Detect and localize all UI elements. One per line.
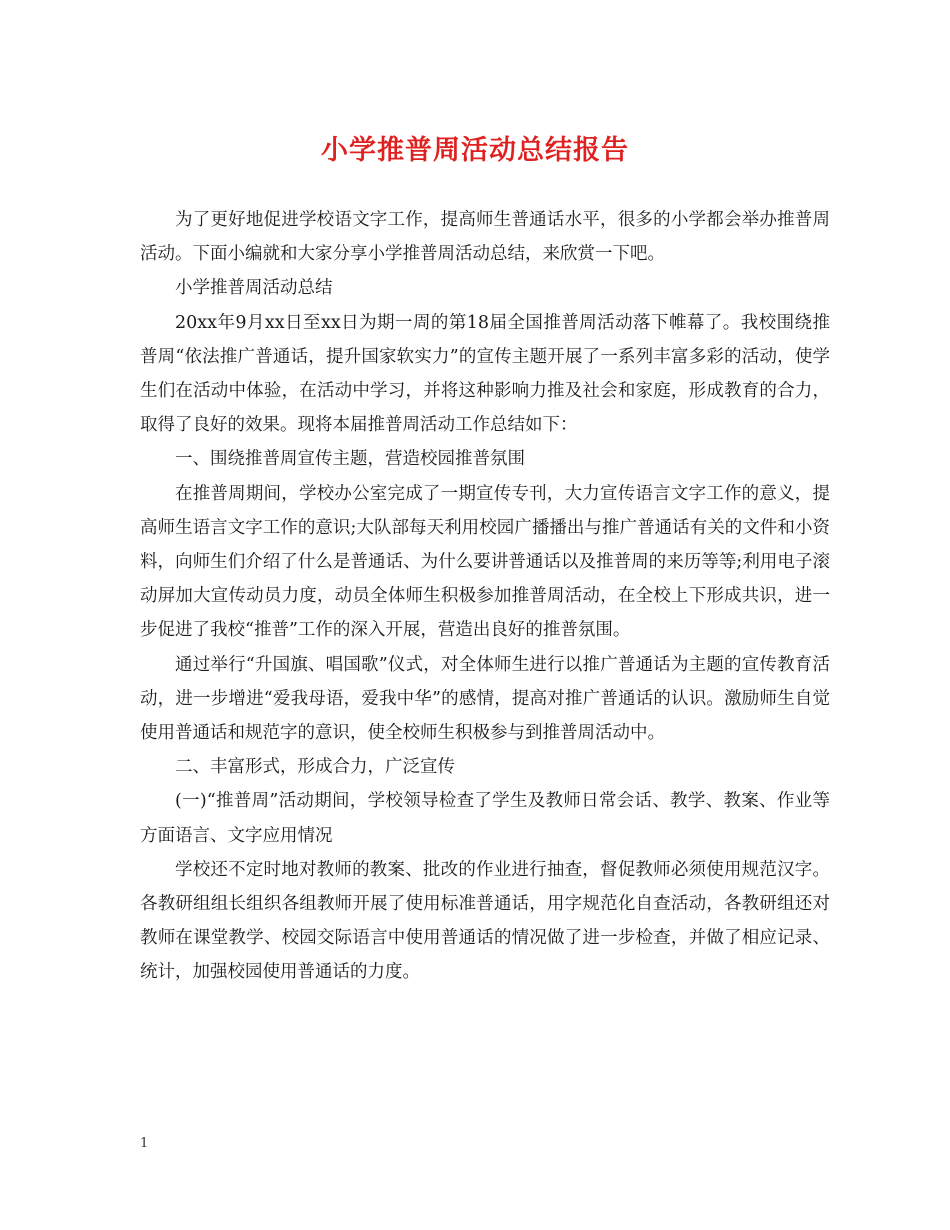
summary-paragraph: 20xx年9月xx日至xx日为期一周的第18届全国推普周活动落下帷幕了。我校围绕推普周“依法推广普通话，提升国家软实力”的宣传主题开展了一系列丰富多彩的活动，使学生们在活动中体验，在活动中学习，并将这种影响力推及社会和家庭，形成教育的合力，取得了良好的效果。现将本届推普周活动工作总结如下： <box>140 312 830 436</box>
body-paragraph: 在推普周期间，学校办公室完成了一期宣传专刊，大力宣传语言文字工作的意义，提高师生语言文字工作的意识;大队部每天利用校园广播播出与推广普通话有关的文件和小资料，向师生们介绍了什么是普通话、为什么要讲普通话以及推普周的来历等等;利用电子滚动屏加大宣传动员力度，动员全体师生积极参加推普周活动，在全校上下形成共识，进一步促进了我校“推普”工作的深入开展，营造出良好的推普氛围。 <box>140 483 830 641</box>
section-heading: 二、丰富形式，形成合力，广泛宣传 <box>175 757 455 778</box>
body-paragraph: (一)“推普周”活动期间，学校领导检查了学生及教师日常会话、教学、教案、作业等方面语言、文字应用情况 <box>140 791 830 846</box>
document-title: 小学推普周活动总结报告 <box>321 135 629 166</box>
document-body <box>140 203 830 990</box>
section-heading: 一、围绕推普周宣传主题，营造校园推普氛围 <box>175 449 525 470</box>
body-paragraph: 通过举行“升国旗、唱国歌”仪式，对全体师生进行以推广普通话为主题的宣传教育活动，进一步增进“爱我母语，爱我中华”的感情，提高对推广普通话的认识。激励师生自觉使用普通话和规范字的意识，使全校师生积极参与到推普周活动中。 <box>140 654 830 744</box>
page-number: 1 <box>140 1136 149 1151</box>
section-heading: 小学推普周活动总结 <box>175 278 333 299</box>
body-paragraph: 学校还不定时地对教师的教案、批改的作业进行抽查，督促教师必须使用规范汉字。各教研组组长组织各组教师开展了使用标准普通话，用字规范化自查活动，各教研组还对教师在课堂教学、校园交际语言中使用普通话的情况做了进一步检查，并做了相应记录、统计，加强校园使用普通话的力度。 <box>140 859 830 983</box>
intro-paragraph: 为了更好地促进学校语文字工作，提高师生普通话水平，很多的小学都会举办推普周活动。下面小编就和大家分享小学推普周活动总结，来欣赏一下吧。 <box>140 210 830 265</box>
